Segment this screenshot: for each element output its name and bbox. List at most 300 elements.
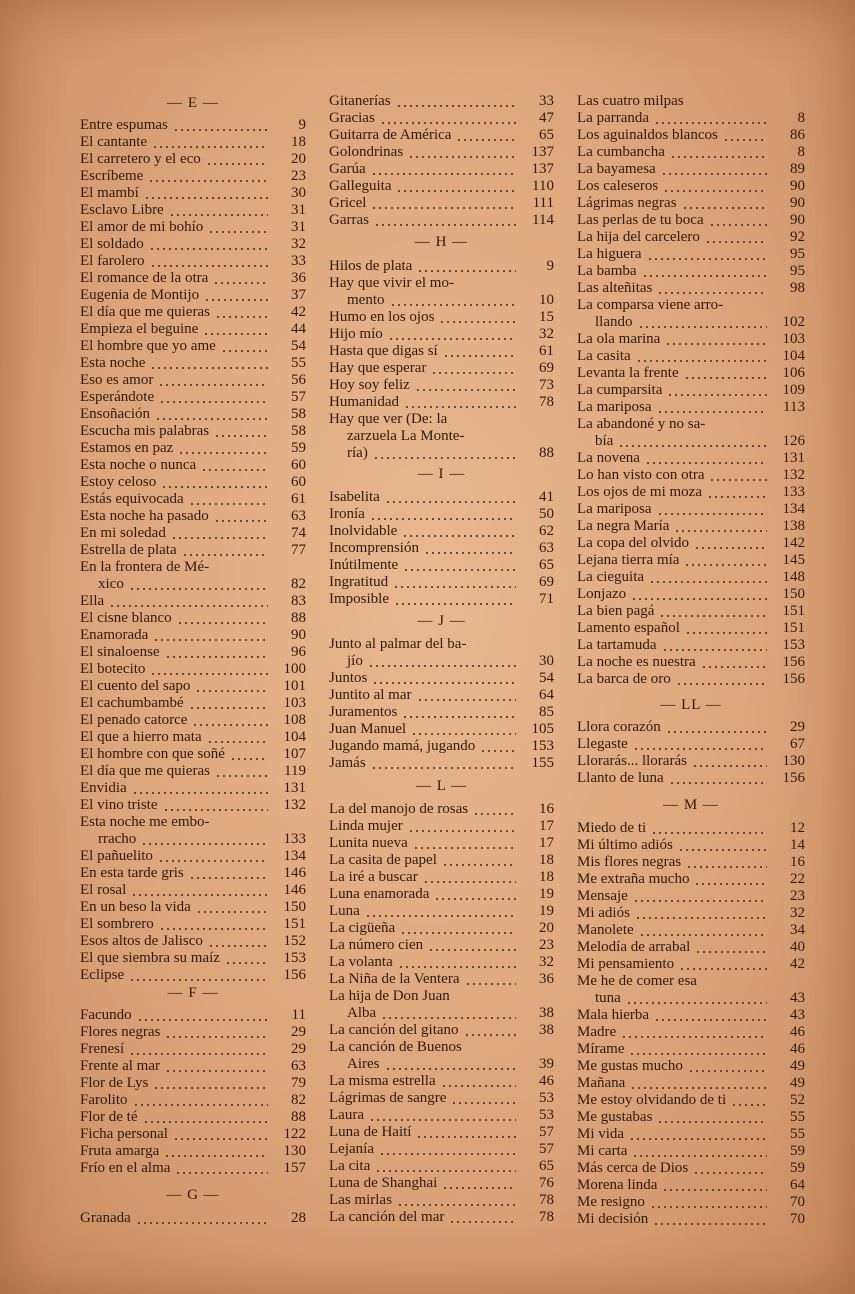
entry-title: El cisne blanco — [80, 610, 172, 626]
index-entry — [577, 905, 805, 922]
dot-leader — [149, 248, 268, 250]
entry-title: Galleguita — [329, 178, 392, 194]
index-entry — [80, 661, 306, 678]
page-number: 156 — [283, 967, 306, 983]
page-number: 57 — [539, 1124, 554, 1140]
dot-leader — [723, 139, 767, 141]
page-number: 131 — [782, 450, 805, 466]
page-number: 31 — [291, 219, 306, 235]
dot-leader — [133, 1104, 268, 1106]
entry-title: La comparsa viene arro- — [577, 297, 724, 313]
index-entry — [577, 654, 805, 671]
page-number: 90 — [291, 627, 306, 643]
page-number: 63 — [539, 540, 554, 556]
dot-leader — [464, 1034, 516, 1036]
entry-title: La copa del olvido — [577, 535, 690, 551]
dot-leader — [654, 1019, 767, 1021]
page-number: 133 — [283, 831, 306, 847]
index-entry — [80, 695, 306, 712]
page-number: 23 — [539, 937, 554, 953]
page-number: 64 — [539, 687, 554, 703]
entry-title: El sombrero — [80, 916, 154, 932]
dot-leader — [388, 338, 516, 340]
index-entry — [329, 738, 554, 755]
index-entry — [329, 93, 554, 110]
entry-title: El farolero — [80, 253, 145, 269]
entry-title: El día que me quieras — [80, 763, 210, 779]
entry-title: Hilos de plata — [329, 258, 413, 274]
page-number: 44 — [291, 321, 306, 337]
dot-leader — [684, 377, 767, 379]
entry-title: El pañuelito — [80, 848, 153, 864]
dot-leader — [692, 765, 767, 767]
index-entry — [329, 360, 554, 377]
index-entry — [329, 920, 554, 937]
page-number: 40 — [790, 939, 805, 955]
index-entry — [577, 1160, 805, 1177]
page-number: 55 — [790, 1126, 805, 1142]
dot-leader — [654, 122, 767, 124]
page-number: 156 — [782, 654, 805, 670]
index-entry — [577, 1126, 805, 1143]
index-entry — [80, 440, 306, 457]
dot-leader — [651, 832, 767, 834]
page-number: 30 — [539, 653, 554, 669]
page-number: 153 — [782, 637, 805, 653]
dot-leader — [657, 1121, 767, 1123]
entry-title: Mensaje — [577, 888, 628, 904]
entry-title: Llegaste — [577, 736, 628, 752]
dot-leader — [642, 275, 767, 277]
dot-leader — [408, 156, 516, 158]
dot-leader — [709, 224, 767, 226]
entry-title: Farolito — [80, 1092, 128, 1108]
entry-title: Facundo — [80, 1007, 132, 1023]
page-number: 61 — [291, 491, 306, 507]
index-entry — [577, 314, 805, 331]
entry-title: Levanta la frente — [577, 365, 679, 381]
entry-title: Escríbeme — [80, 168, 144, 184]
page-number: 77 — [291, 542, 306, 558]
entry-title: ría) — [347, 445, 368, 461]
index-entry — [80, 406, 306, 423]
index-entry — [329, 886, 554, 903]
page-number: 19 — [539, 886, 554, 902]
index-entry — [80, 474, 306, 491]
entry-title: Las cuatro milpas — [577, 93, 684, 109]
index-entry — [577, 871, 805, 888]
dot-leader — [148, 180, 268, 182]
entry-title: Frío en el alma — [80, 1160, 171, 1176]
entry-title: Luna — [329, 903, 360, 919]
dot-leader — [413, 847, 516, 849]
entry-title: La misma estrella — [329, 1073, 436, 1089]
dot-leader — [390, 304, 516, 306]
index-entry — [577, 719, 805, 736]
index-entry — [80, 1109, 306, 1126]
dot-leader — [164, 1155, 268, 1157]
entry-title: Isabelita — [329, 489, 380, 505]
page-number: 69 — [539, 360, 554, 376]
index-entry — [577, 433, 805, 450]
dot-leader — [653, 1223, 767, 1225]
entry-title: Garras — [329, 212, 369, 228]
page-number: 151 — [782, 620, 805, 636]
entry-title: Inolvidable — [329, 523, 398, 539]
page-number: 150 — [283, 899, 306, 915]
index-entry — [577, 820, 805, 837]
index-entry — [577, 348, 805, 365]
entry-title: Inútilmente — [329, 557, 399, 573]
dot-leader — [159, 928, 268, 930]
index-entry — [80, 1092, 306, 1109]
dot-leader — [629, 1053, 767, 1055]
page-number: 31 — [291, 202, 306, 218]
entry-title: Envidia — [80, 780, 127, 796]
page-number: 54 — [291, 338, 306, 354]
page-number: 69 — [539, 574, 554, 590]
page-number: 28 — [291, 1210, 306, 1226]
dot-leader — [158, 860, 268, 862]
entry-title: La casita de papel — [329, 852, 437, 868]
index-entry — [80, 202, 306, 219]
page-number: 17 — [539, 835, 554, 851]
index-entry — [577, 586, 805, 603]
entry-title: Ella — [80, 593, 105, 609]
index-entry — [329, 540, 554, 557]
dot-leader — [215, 775, 268, 777]
entry-title: La volanta — [329, 954, 393, 970]
entry-title: La canción del gitano — [329, 1022, 459, 1038]
dot-leader — [153, 639, 268, 641]
index-entry — [577, 416, 805, 433]
page-number: 64 — [790, 1177, 805, 1193]
dot-leader — [204, 299, 268, 301]
entry-title: Estamos en paz — [80, 440, 174, 456]
page-number: 98 — [790, 280, 805, 296]
dot-leader — [150, 265, 268, 267]
index-entry — [329, 275, 554, 292]
entry-title: Lunita nueva — [329, 835, 408, 851]
index-entry — [577, 144, 805, 161]
entry-title: Esperándote — [80, 389, 155, 405]
dot-leader — [373, 457, 516, 459]
page-number: 65 — [539, 557, 554, 573]
index-entry — [80, 797, 306, 814]
entry-title: La Niña de la Ventera — [329, 971, 460, 987]
dot-leader — [158, 384, 268, 386]
dot-leader — [661, 173, 767, 175]
index-entry — [329, 653, 554, 670]
page-number: 105 — [531, 721, 554, 737]
page-number: 65 — [539, 127, 554, 143]
entry-title: El cachumbambé — [80, 695, 184, 711]
page-number: 46 — [790, 1024, 805, 1040]
entry-title: La mariposa — [577, 501, 652, 517]
page-number: 60 — [291, 457, 306, 473]
page-number: 61 — [539, 343, 554, 359]
page-number: 130 — [782, 753, 805, 769]
dot-leader — [177, 622, 268, 624]
entry-title: La iré a buscar — [329, 869, 418, 885]
section-header: — F — — [167, 985, 219, 1001]
index-entry — [80, 236, 306, 253]
index-entry — [577, 484, 805, 501]
dot-leader — [647, 258, 767, 260]
index-entry — [577, 382, 805, 399]
index-entry — [329, 670, 554, 687]
page-number: 62 — [539, 523, 554, 539]
page-number: 20 — [539, 920, 554, 936]
index-entry — [577, 569, 805, 586]
page-number: 119 — [284, 763, 306, 779]
dot-leader — [150, 673, 268, 675]
dot-leader — [109, 605, 268, 607]
index-entry — [329, 687, 554, 704]
entry-title: Las alteñitas — [577, 280, 653, 296]
entry-title: Luna de Haití — [329, 1124, 412, 1140]
dot-leader — [442, 864, 516, 866]
index-entry — [80, 185, 306, 202]
dot-leader — [131, 894, 268, 896]
entry-title: Luna de Shanghai — [329, 1175, 438, 1191]
entry-title: Hasta que digas sí — [329, 343, 438, 359]
entry-title: La canción del mar — [329, 1209, 445, 1225]
entry-title: Flor de Lys — [80, 1075, 149, 1091]
dot-leader — [665, 343, 767, 345]
page-number: 138 — [782, 518, 805, 534]
dot-leader — [196, 911, 268, 913]
index-entry — [80, 253, 306, 270]
dot-leader — [657, 513, 767, 515]
index-entry — [329, 1175, 554, 1192]
page-number: 132 — [283, 797, 306, 813]
index-entry — [80, 933, 306, 950]
index-entry — [577, 518, 805, 535]
dot-leader — [371, 207, 516, 209]
index-entry — [329, 971, 554, 988]
entry-title: La novena — [577, 450, 640, 466]
index-entry — [329, 1124, 554, 1141]
index-entry — [577, 501, 805, 518]
dot-leader — [404, 406, 516, 408]
index-entry — [577, 263, 805, 280]
page-number: 155 — [531, 755, 554, 771]
index-entry — [80, 712, 306, 729]
page-number: 18 — [539, 869, 554, 885]
entry-title: Lo han visto con otra — [577, 467, 705, 483]
entry-title: Los ojos de mi moza — [577, 484, 702, 500]
entry-title: Gitanerías — [329, 93, 391, 109]
entry-title: El que siembra su maíz — [80, 950, 220, 966]
dot-leader — [705, 241, 767, 243]
entry-title: La barca de oro — [577, 671, 671, 687]
dot-leader — [402, 716, 516, 718]
entry-title: Manolete — [577, 922, 634, 938]
dot-leader — [411, 733, 516, 735]
dot-leader — [431, 372, 516, 374]
dot-leader — [203, 333, 268, 335]
page-number: 42 — [291, 304, 306, 320]
dot-leader — [400, 932, 516, 934]
entry-title: Empieza el beguine — [80, 321, 199, 337]
entry-title: El que a hierro mata — [80, 729, 202, 745]
index-entry — [577, 620, 805, 637]
index-entry — [80, 1024, 306, 1041]
page-number: 78 — [539, 394, 554, 410]
entry-title: Los caleseros — [577, 178, 659, 194]
page-number: 106 — [782, 365, 805, 381]
dot-leader — [650, 1206, 767, 1208]
page-number: 130 — [283, 1143, 306, 1159]
entry-title: Esos altos de Jalisco — [80, 933, 203, 949]
dot-leader — [402, 535, 516, 537]
entry-title: Llorarás... llorarás — [577, 753, 687, 769]
entry-title: Mis flores negras — [577, 854, 682, 870]
dot-leader — [381, 1017, 516, 1019]
index-entry — [329, 489, 554, 506]
page-number: 88 — [291, 1109, 306, 1125]
entry-title: Junto al palmar del ba- — [329, 636, 467, 652]
page-number: 50 — [539, 506, 554, 522]
dot-leader — [631, 598, 767, 600]
page-number: 134 — [782, 501, 805, 517]
page-number: 90 — [790, 178, 805, 194]
index-entry — [577, 331, 805, 348]
entry-title: Eso es amor — [80, 372, 154, 388]
page-number: 63 — [291, 508, 306, 524]
index-entry — [80, 372, 306, 389]
dot-leader — [465, 983, 516, 985]
entry-title: La noche es nuestra — [577, 654, 696, 670]
index-entry — [80, 1007, 306, 1024]
page-number: 90 — [790, 195, 805, 211]
index-entry — [329, 1056, 554, 1073]
dot-leader — [380, 122, 516, 124]
index-entry — [577, 552, 805, 569]
dot-leader — [161, 486, 268, 488]
entry-title: Frente al mar — [80, 1058, 160, 1074]
dot-leader — [707, 496, 767, 498]
entry-title: Me extraña mucho — [577, 871, 690, 887]
entry-title: La cieguita — [577, 569, 645, 585]
entry-title: La ola marina — [577, 331, 661, 347]
page-number: 55 — [790, 1109, 805, 1125]
page-number: 95 — [790, 263, 805, 279]
entry-title: Me estoy olvidando de ti — [577, 1092, 727, 1108]
page-number: 38 — [539, 1005, 554, 1021]
dot-leader — [169, 214, 268, 216]
dot-leader — [385, 1068, 516, 1070]
entry-title: El hombre con que soñé — [80, 746, 225, 762]
entry-title: Hay que esperar — [329, 360, 427, 376]
page-number: 9 — [298, 117, 306, 133]
entry-title: En mi soledad — [80, 525, 166, 541]
dot-leader — [633, 900, 767, 902]
page-number: 65 — [539, 1158, 554, 1174]
index-entry — [329, 557, 554, 574]
page-number: 82 — [291, 576, 306, 592]
index-entry — [577, 888, 805, 905]
page-number: 78 — [539, 1192, 554, 1208]
entry-title: Me gustabas — [577, 1109, 653, 1125]
dot-leader — [159, 401, 268, 403]
index-entry — [80, 304, 306, 321]
index-entry — [80, 950, 306, 967]
page-number: 42 — [790, 956, 805, 972]
index-entry — [80, 542, 306, 559]
page-number: 20 — [291, 151, 306, 167]
index-entry — [329, 869, 554, 886]
index-entry — [329, 411, 554, 428]
entry-title: Humo en los ojos — [329, 309, 435, 325]
page-number: 33 — [539, 93, 554, 109]
index-entry — [577, 637, 805, 654]
dot-leader — [630, 1087, 767, 1089]
entry-title: Las perlas de tu boca — [577, 212, 704, 228]
dot-leader — [189, 707, 268, 709]
page-number: 18 — [539, 852, 554, 868]
page-number: 59 — [790, 1143, 805, 1159]
index-entry — [329, 1090, 554, 1107]
dot-leader — [214, 520, 268, 522]
index-entry — [80, 287, 306, 304]
dot-leader — [657, 292, 767, 294]
dot-leader — [618, 445, 767, 447]
index-entry — [329, 428, 554, 445]
page-number: 109 — [782, 382, 805, 398]
index-entry — [577, 1024, 805, 1041]
page-number: 36 — [539, 971, 554, 987]
entry-title: Los aguinaldos blancos — [577, 127, 718, 143]
dot-leader — [369, 1119, 516, 1121]
index-entry — [80, 321, 306, 338]
dot-leader — [375, 1170, 516, 1172]
index-entry — [577, 736, 805, 753]
page-number: 33 — [291, 253, 306, 269]
entry-title: Fruta amarga — [80, 1143, 160, 1159]
entry-title: Granada — [80, 1210, 131, 1226]
entry-title: Humanidad — [329, 394, 399, 410]
index-entry — [577, 195, 805, 212]
dot-leader — [129, 1053, 268, 1055]
entry-title: Lejanía — [329, 1141, 374, 1157]
entry-title: Frenesí — [80, 1041, 125, 1057]
entry-title: Estoy celoso — [80, 474, 157, 490]
index-entry — [577, 1194, 805, 1211]
index-entry — [329, 852, 554, 869]
index-entry — [80, 644, 306, 661]
dot-leader — [213, 282, 268, 284]
entry-title: Golondrinas — [329, 144, 404, 160]
page-number: 19 — [539, 903, 554, 919]
page-number: 59 — [291, 440, 306, 456]
page-number: 55 — [291, 355, 306, 371]
page-number: 157 — [283, 1160, 306, 1176]
entry-title: Melodía de arrabal — [577, 939, 691, 955]
index-entry — [80, 457, 306, 474]
entry-title: Flores negras — [80, 1024, 161, 1040]
dot-leader — [208, 231, 268, 233]
index-entry — [329, 1141, 554, 1158]
entry-title: Flor de té — [80, 1109, 138, 1125]
index-entry — [80, 1143, 306, 1160]
dot-leader — [632, 1155, 767, 1157]
page-number: 23 — [790, 888, 805, 904]
entry-title: jío — [347, 653, 363, 669]
section-header: — L — — [415, 778, 468, 794]
entry-title: llando — [595, 314, 633, 330]
